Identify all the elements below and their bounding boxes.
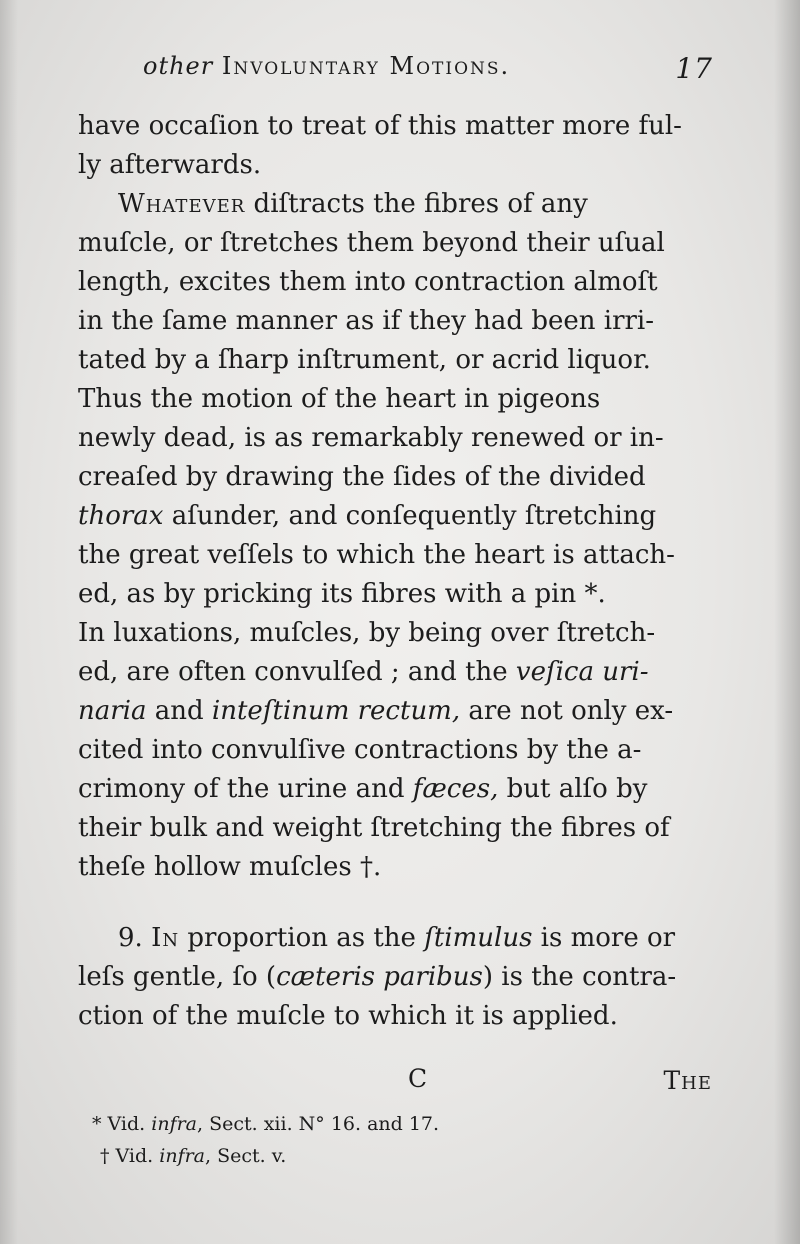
text-run: aſunder, and conſequently ſtretching [163, 501, 657, 531]
text-line: cited into convulſive contractions by the a- [78, 735, 642, 765]
text-line: muſcle, or ſtretches them beyond their uſual [78, 228, 665, 258]
text-line [78, 770, 712, 809]
running-head-italic: other [143, 52, 214, 80]
text-run: ed, are often convulſed ; and the [78, 657, 516, 687]
text-run: leſs gentle, ſo ( [78, 962, 277, 992]
text-line: have occaſion to treat of this matter more ful- [78, 111, 682, 141]
paragraph-lead-word: In [151, 923, 180, 953]
italic-term: infra [159, 1145, 206, 1167]
text-line [78, 185, 712, 224]
running-head [143, 52, 713, 92]
text-run: crimony of the urine and [78, 774, 413, 804]
page-number: 17 [675, 52, 713, 85]
text-line: their bulk and weight ſtretching the fibres of [78, 813, 670, 843]
italic-term: ſtimulus [424, 923, 533, 953]
signature-mark: C [408, 1064, 428, 1093]
italic-term: cæteris paribus [276, 962, 483, 992]
catchword: The [663, 1066, 712, 1095]
italic-term: naria [78, 696, 147, 726]
text-run: is more or [532, 923, 676, 953]
page-right-edge-shadow [774, 0, 800, 1244]
text-line: theſe hollow muſcles †. [78, 852, 382, 882]
italic-term: infra [151, 1113, 198, 1135]
footnote [92, 1140, 692, 1172]
text-run: are not only ex- [460, 696, 674, 726]
text-run: , Sect. v. [205, 1145, 287, 1167]
body-text [78, 107, 712, 1036]
paragraph-lead-word: Whatever [118, 189, 246, 219]
footnote-mark: * Vid. [92, 1113, 152, 1135]
text-line: ed, as by pricking its fibres with a pin *. [78, 579, 606, 609]
catchline [78, 1064, 712, 1102]
footnote-mark: † Vid. [100, 1145, 160, 1167]
text-run: diſtracts the fibres of any [245, 189, 588, 219]
text-line [78, 653, 712, 692]
text-line: the great veſſels to which the heart is attach- [78, 540, 675, 570]
text-run: proportion as the [179, 923, 425, 953]
text-line: creaſed by drawing the ſides of the divided [78, 462, 646, 492]
footnote [92, 1108, 692, 1140]
running-head-title: Involuntary Motions. [221, 52, 511, 80]
text-line: ly afterwards. [78, 150, 262, 180]
italic-term: thorax [78, 501, 164, 531]
section-number: 9. [118, 923, 152, 953]
page-left-edge-shadow [0, 0, 18, 1244]
text-line: newly dead, is as remarkably renewed or in- [78, 423, 664, 453]
italic-term: fæces, [412, 774, 499, 804]
text-line [78, 958, 712, 997]
section-heading-line [78, 919, 712, 958]
italic-term: inteſtinum rectum, [211, 696, 461, 726]
text-line: Thus the motion of the heart in pigeons [78, 384, 601, 414]
text-line [78, 692, 712, 731]
text-line: in the ſame manner as if they had been irri- [78, 306, 655, 336]
text-run: but alſo by [498, 774, 648, 804]
text-run: ) is the contra- [482, 962, 677, 992]
text-line: length, excites them into contraction almoſt [78, 267, 658, 297]
text-run: and [146, 696, 212, 726]
italic-term: veſica uri- [515, 657, 649, 687]
text-line: ction of the muſcle to which it is applied. [78, 1001, 618, 1031]
text-line: In luxations, muſcles, by being over ſtretch- [78, 618, 656, 648]
text-run: , Sect. xii. N° 16. and 17. [197, 1113, 440, 1135]
footnotes [92, 1108, 692, 1172]
text-line [78, 497, 712, 536]
text-line: tated by a ſharp inſtrument, or acrid liquor. [78, 345, 651, 375]
